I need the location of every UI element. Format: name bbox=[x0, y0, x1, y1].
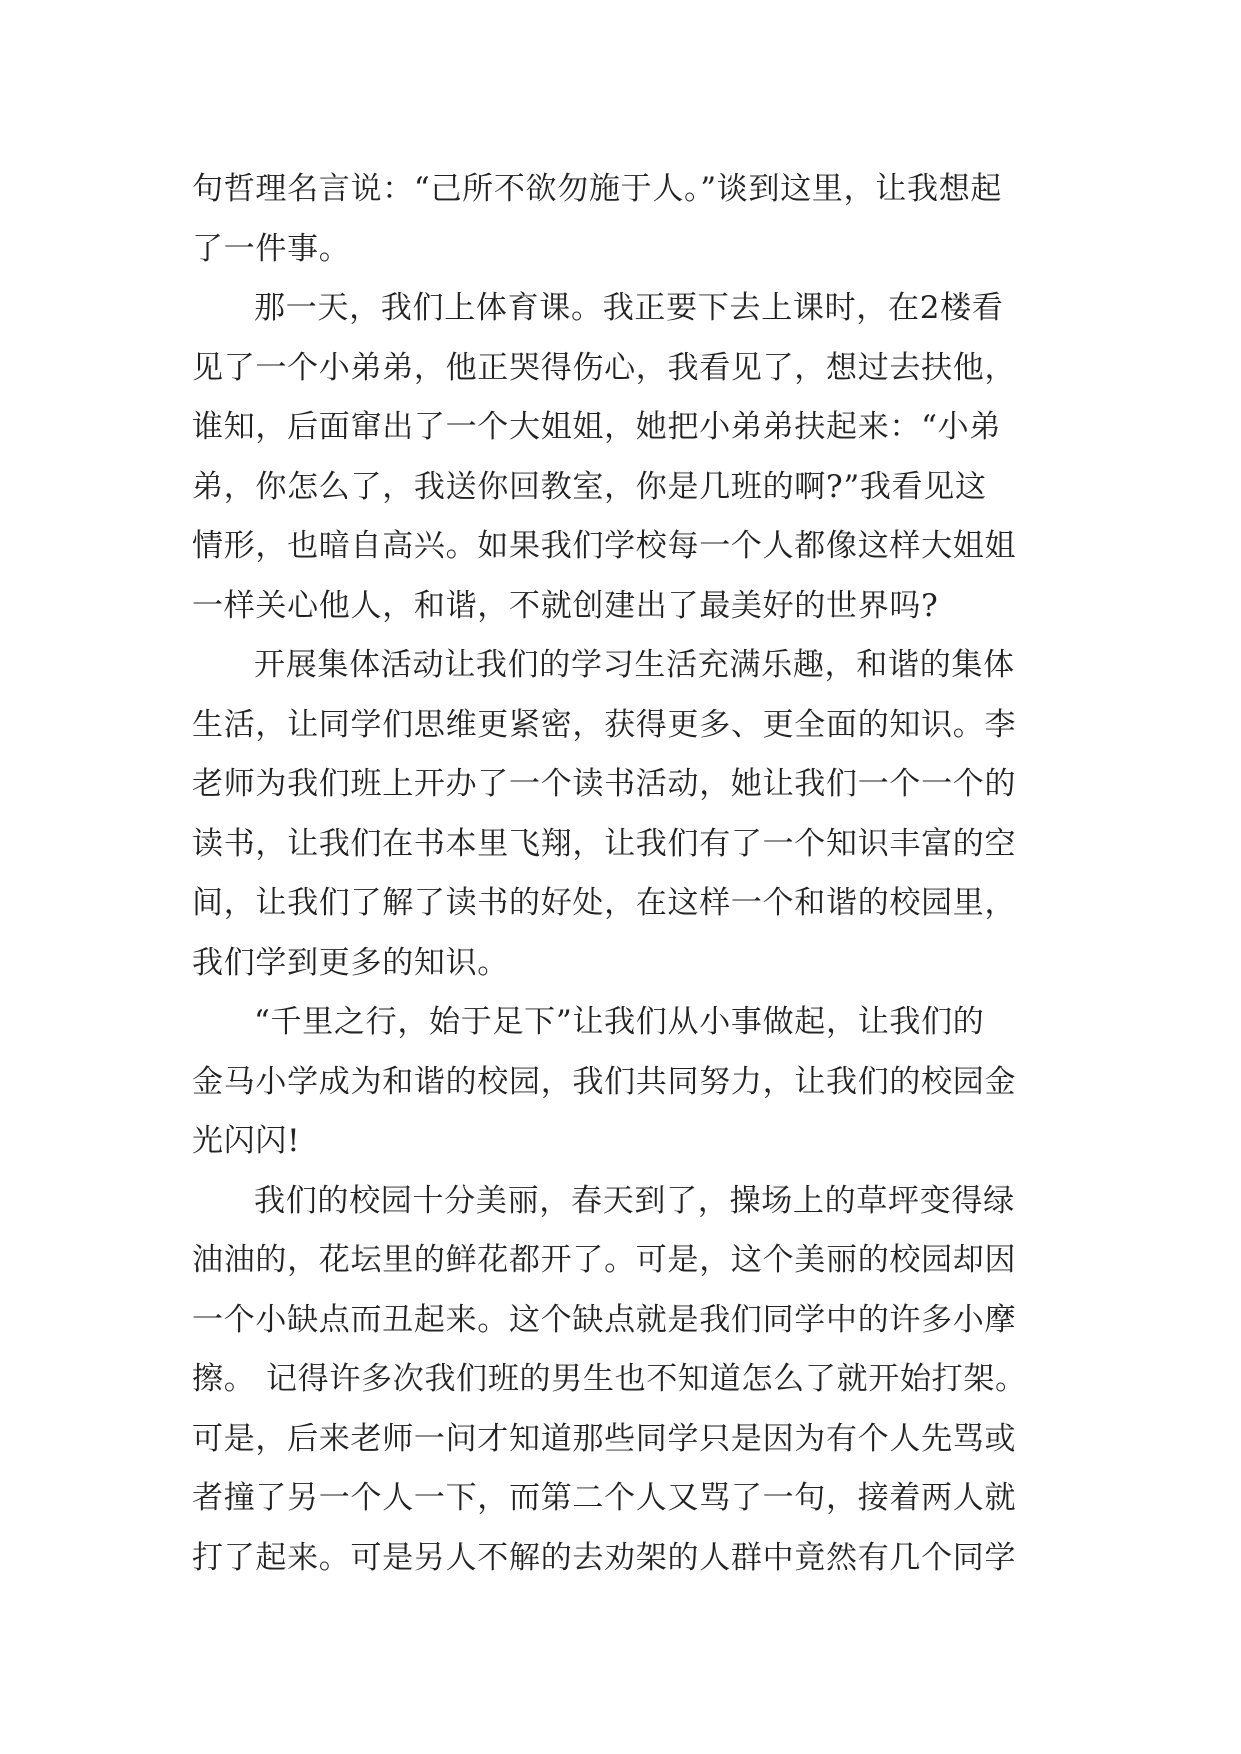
text-line: 可是，后来老师一问才知道那些同学只是因为有个人先骂或 bbox=[192, 1420, 1017, 1457]
document-body bbox=[192, 160, 1052, 1588]
text-line: 金马小学成为和谐的校园，我们共同努力，让我们的校园金 bbox=[192, 1063, 1017, 1100]
text-line: 生活，让同学们思维更紧密，获得更多、更全面的知识。李 bbox=[192, 706, 1017, 743]
text-line: 弟，你怎么了，我送你回教室，你是几班的啊?”我看见这 bbox=[192, 468, 987, 505]
text-line: 情形，也暗自高兴。如果我们学校每一个人都像这样大姐姐 bbox=[192, 528, 1017, 564]
text-line: 谁知，后面窜出了一个大姐姐，她把小弟弟扶起来：“小弟 bbox=[192, 409, 1002, 445]
text-line: 打了起来。可是另人不解的去劝架的人群中竟然有几个同学 bbox=[192, 1539, 1017, 1576]
text-line: 油油的，花坛里的鲜花都开了。可是，这个美丽的校园却因 bbox=[192, 1242, 1017, 1278]
paragraph-start-line: 那一天，我们上体育课。我正要下去上课时，在2楼看 bbox=[254, 290, 1004, 326]
text-line: 擦。 记得许多次我们班的男生也不知道怎么了就开始打架。 bbox=[192, 1361, 1027, 1397]
text-line: 了一件事。 bbox=[192, 230, 351, 267]
text-line: 老师为我们班上开办了一个读书活动，她让我们一个一个的 bbox=[192, 766, 1017, 802]
text-line: 一个小缺点而丑起来。这个缺点就是我们同学中的许多小摩 bbox=[192, 1301, 1017, 1338]
paragraph-start-line: “千里之行，始于足下”让我们从小事做起，让我们的 bbox=[254, 1004, 985, 1040]
text-line: 一样关心他人，和谐，不就创建出了最美好的世界吗? bbox=[192, 587, 939, 624]
paragraph-start-line: 开展集体活动让我们的学习生活充满乐趣，和谐的集体 bbox=[254, 647, 1015, 683]
paragraph-start-line: 我们的校园十分美丽，春天到了，操场上的草坪变得绿 bbox=[254, 1182, 1015, 1219]
text-line: 者撞了另一个人一下，而第二个人又骂了一句，接着两人就 bbox=[192, 1480, 1017, 1516]
text-line: 光闪闪! bbox=[192, 1123, 301, 1159]
text-line: 见了一个小弟弟，他正哭得伤心，我看见了，想过去扶他， bbox=[192, 349, 1017, 386]
text-line: 我们学到更多的知识。 bbox=[192, 944, 509, 981]
text-line: 句哲理名言说：“己所不欲勿施于人。”谈到这里，让我想起 bbox=[192, 171, 1003, 207]
text-line: 间，让我们了解了读书的好处，在这样一个和谐的校园里， bbox=[192, 885, 1017, 921]
text-line: 读书，让我们在书本里飞翔，让我们有了一个知识丰富的空 bbox=[192, 825, 1017, 862]
